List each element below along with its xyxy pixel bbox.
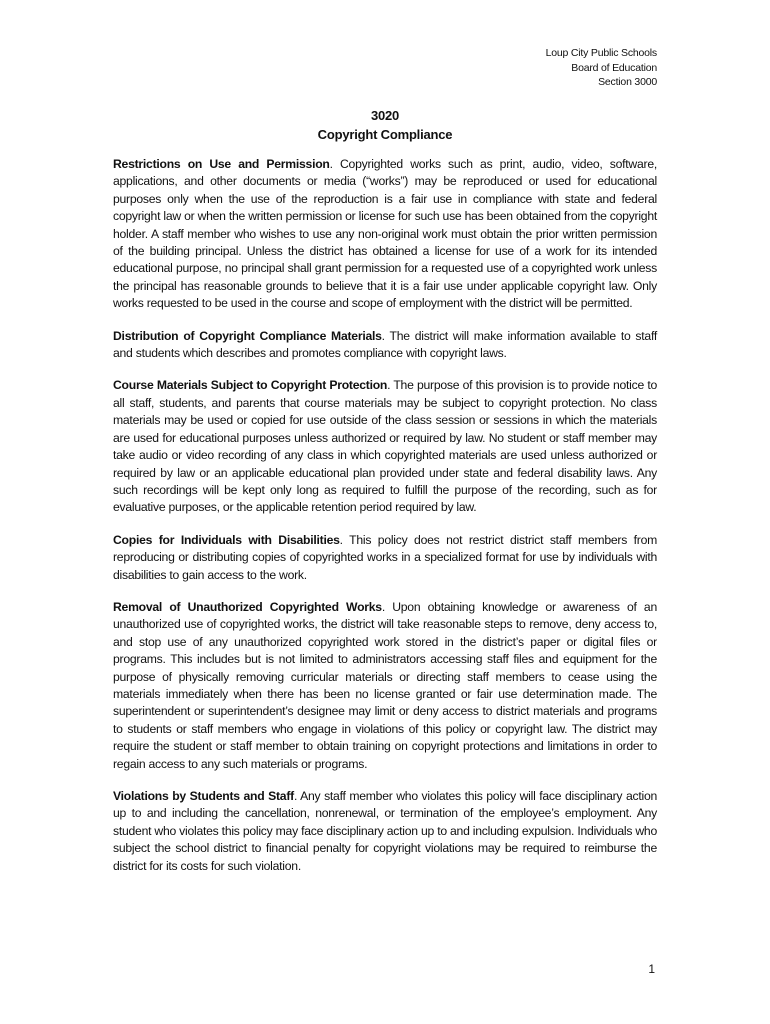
section-removal-of-unauthorized-works xyxy=(113,599,657,773)
section-text: . The district will make information available to staff and students which describes and promotes compliance with copyright laws. xyxy=(113,328,657,361)
header-board-name: Board of Education xyxy=(571,61,657,74)
section-heading: Copies for Individuals with Disabilities xyxy=(113,532,340,547)
section-course-materials xyxy=(113,377,657,516)
document-header xyxy=(546,46,657,90)
section-text: . Upon obtaining knowledge or awareness of an unauthorized use of copyrighted works, the district will take reasonable steps to remove, deny access to, and stop use of any unauthorized copyrighted work stored in the district’s paper or digital files or programs. This includes but is not limited to administrators accessing staff files and equipment for the purpose of physically removing curricular materials or directing staff members to cease using the materials immediately when there has been no license granted or fair use determination made. The superintendent or superintendent’s designee may limit or deny access to district materials and programs to students or staff members who engage in violations of this policy or copyright law. The district may require the student or staff member to obtain training on copyright protections and limitations in order to regain access to any such materials or programs. xyxy=(113,599,657,771)
section-violations xyxy=(113,788,657,875)
policy-body xyxy=(113,156,657,890)
section-text: . Copyrighted works such as print, audio, video, software, applications, and other documents or media (“works”) may be reproduced or used for educational purposes only when the use of the reproduction is a fair use in compliance with state and federal copyright law or when the written permission or license for such use has been obtained from the copyright holder. A staff member who wishes to use any non-original work must obtain the prior written permission of the building principal. Unless the district has obtained a license for use of a work for its intended educational purpose, no principal shall grant permission for a requested use of a copyrighted work unless the principal has reasonable grounds to believe that it is a fair use under applicable copyright law. Only works requested to be used in the course and scope of employment with the district will be permitted. xyxy=(113,157,657,311)
header-section-number: Section 3000 xyxy=(598,76,657,88)
section-distribution-of-materials xyxy=(113,328,657,363)
section-text: . This policy does not restrict district staff members from reproducing or distributing copies of copyrighted works in a specialized format for use by individuals with disabilities to gain access to the work. xyxy=(113,532,658,582)
header-district-name: Loup City Public Schools xyxy=(545,47,657,59)
section-text: . Any staff member who violates this policy will face disciplinary action up to and including the cancellation, nonrenewal, or termination of the employee’s employment. Any student who violates this policy may face disciplinary action up to and including expulsion. Individuals who subject the school district to financial penalty for copyright violations may be required to reimburse the district for its costs for such violation. xyxy=(113,789,657,873)
section-heading: Restrictions on Use and Permission xyxy=(113,157,330,171)
policy-number: 3020 xyxy=(370,108,400,123)
section-heading: Removal of Unauthorized Copyrighted Works xyxy=(113,599,382,614)
policy-title-block xyxy=(113,106,657,144)
policy-title: Copyright Compliance xyxy=(317,127,453,142)
section-heading: Course Materials Subject to Copyright Protection xyxy=(113,378,388,393)
page-number: 1 xyxy=(648,962,655,976)
section-heading: Distribution of Copyright Compliance Materials xyxy=(113,328,382,343)
section-text: . The purpose of this provision is to provide notice to all staff, students, and parents that course materials may be subject to copyright protection. No class materials may be used or copied for use outside of the class session or sessions in which the materials are used for educational purposes unless authorized or required by law. No student or staff member may take audio or video recording of any class in which copyrighted materials are used unless authorized or required by law or an applicable educational plan provided under state and federal disability laws. Any such recordings will be kept only long as required to fulfill the purpose of the recording, such as for evaluative purposes, or the applicable retention period required by law. xyxy=(113,378,657,515)
section-restrictions-on-use xyxy=(113,156,657,313)
section-heading: Violations by Students and Staff xyxy=(113,789,294,803)
section-copies-for-disabilities xyxy=(113,532,657,584)
